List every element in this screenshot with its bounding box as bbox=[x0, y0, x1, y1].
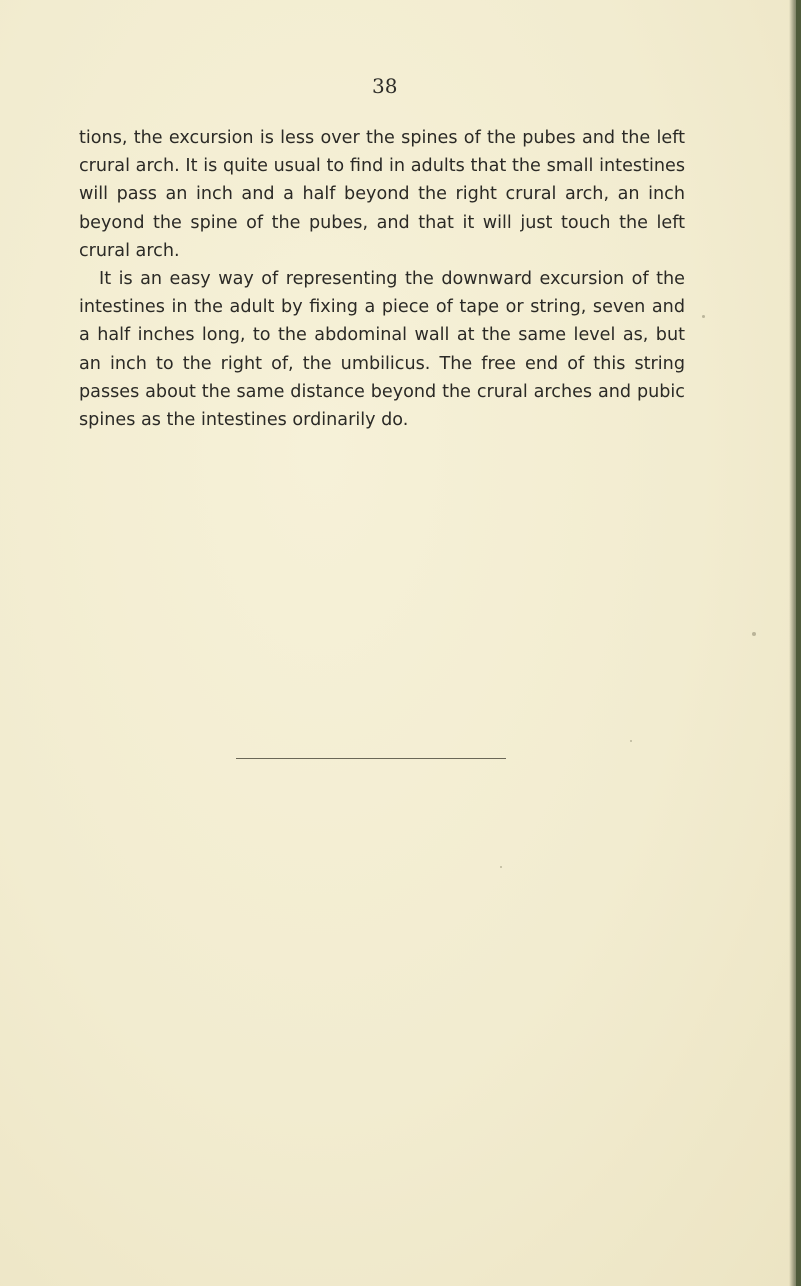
page-edge bbox=[796, 0, 801, 1286]
paper-speck bbox=[500, 866, 502, 868]
page-number: 38 bbox=[372, 74, 398, 98]
paper-speck bbox=[702, 315, 705, 318]
body-text bbox=[79, 124, 685, 434]
paper-speck bbox=[752, 632, 756, 636]
paper-speck bbox=[630, 740, 632, 742]
paragraph-2: It is an easy way of representing the downward excursion of the intestines in the adult by fixing a piece of tape or string, seven and a half inches long, to the abdominal wall at the same level as, but an inch to the right of, the umbilicus. The free end of this string passes about the same distance beyond the crural arches and pubic spines as the intestines ordinarily do. bbox=[79, 269, 685, 431]
paragraph-1: tions, the excursion is less over the spines of the pubes and the left crural arch. It is quite usual to find in adults that the small intestines will pass an inch and a half beyond the right crural arch, an inch beyond the spine of the pubes, and that it will just touch the left crural arch. bbox=[79, 128, 685, 261]
horizontal-rule bbox=[236, 758, 506, 759]
